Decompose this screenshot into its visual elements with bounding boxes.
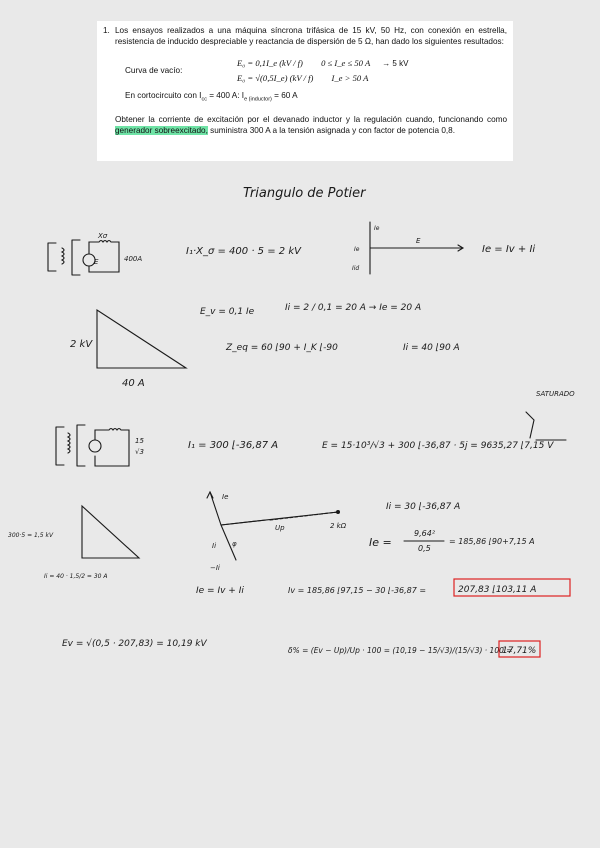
eq-ev-sqrt: Ev = √(0,5 · 207,83) = 10,19 kV xyxy=(62,639,207,649)
phasor-diagram-2 xyxy=(207,492,347,572)
formula-2-condition: I_e > 50 A xyxy=(331,73,369,84)
formula-2: E₀ = √(0,5I_e) (kV / f) xyxy=(237,73,314,84)
eq-i1: I₁ = 300 ⌊-36,87 A xyxy=(188,440,279,451)
task-highlight: generador sobreexcitado, xyxy=(115,126,208,136)
svg-text:−Ii: −Ii xyxy=(210,564,220,572)
result-iv: 207,83 ⌊103,11 A xyxy=(458,585,537,595)
eq-phasor-ie: Ie = Iv + Ii xyxy=(482,244,536,255)
eq-ii2: Ii = 40 ⌊90 A xyxy=(403,343,460,353)
svg-text:Ie: Ie xyxy=(222,493,229,501)
phasor-diagram-1 xyxy=(352,222,463,274)
potier-triangle-1 xyxy=(70,310,186,389)
short-circuit-sub-inductor: e (inductor) xyxy=(244,96,272,103)
circuit-diagram-1 xyxy=(48,232,142,275)
label-400a: 400A xyxy=(124,255,143,263)
eq-zeq: Z_eq = 60 ⌊90 + I_K ⌊-90 xyxy=(226,343,338,353)
svg-text:Ie: Ie xyxy=(354,246,360,253)
eq-ie-result: = 185,86 ⌊90+7,15 A xyxy=(449,537,535,546)
svg-text:2 kΩ: 2 kΩ xyxy=(330,522,347,530)
short-circuit-suffix: = 60 A xyxy=(271,91,298,101)
eq-ie-frac-den: 0,5 xyxy=(418,544,431,553)
task-before: Obtener la corriente de excitación por el devanado inductor y la regulación cuando, funcionando como xyxy=(115,115,507,125)
eq-e: E = 15·10³/√3 + 300 ⌊-36,87 · 5j = 9635,27 ⌊7,15 V xyxy=(322,441,554,451)
label-saturado: SATURADO xyxy=(536,390,575,398)
task-after: suministra 300 A a la tensión asignada y con factor de potencia 0,8. xyxy=(207,126,456,136)
eq-ev: E_v = 0,1 Ie xyxy=(200,307,255,317)
eq-ik: Ii = 30 ⌊-36,87 A xyxy=(386,502,461,512)
short-circuit-prefix: En cortocircuito con I xyxy=(125,91,202,101)
eq-ie-lhs: Ie = xyxy=(369,536,392,549)
eq-iv: Iv = 185,86 ⌊97,15 − 30 ⌊-36,87 = xyxy=(288,586,427,595)
eq-ie-frac-num: 9,64² xyxy=(414,529,436,538)
curve-label: Curva de vacío: xyxy=(125,65,183,75)
potier-triangle-2 xyxy=(8,506,139,580)
eq-sum: Ie = Iv + Ii xyxy=(196,586,244,596)
formula-1-condition: 0 ≤ I_e ≤ 50 A xyxy=(321,58,371,69)
short-circuit-sub-cc: cc xyxy=(201,96,207,103)
svg-text:Iid: Iid xyxy=(352,265,360,272)
svg-text:φ: φ xyxy=(232,540,237,548)
eq-reg: δ% = (Ev − Up)/Up · 100 = (10,19 − 15/√3)/(15/√3) · 100 = xyxy=(288,646,513,655)
short-circuit-mid: = 400 A: I xyxy=(206,91,245,101)
problem-statement-text: Los ensayos realizados a una máquina síncrona trifásica de 15 kV, 50 Hz, con conexión en estrella, resistencia de inducido despreciable y reactancia de dispersión de 5 Ω, han dado los siguientes resultados: xyxy=(115,26,507,46)
svg-text:Ii: Ii xyxy=(212,542,217,550)
tri2-side-label: 300·5 = 1,5 kV xyxy=(8,532,54,539)
label-xs: Xσ xyxy=(98,232,108,240)
tri2-base-label: Ii = 40 · 1,5/2 = 30 A xyxy=(44,573,108,580)
tri1-base-label: 40 A xyxy=(122,378,145,389)
eq-xsigma: I₁·X_σ = 400 · 5 = 2 kV xyxy=(186,246,301,257)
problem-number: 1. xyxy=(103,26,110,35)
svg-text:E: E xyxy=(416,237,421,245)
heading-potier: Triangulo de Potier xyxy=(243,186,366,201)
svg-text:Up: Up xyxy=(275,524,285,532)
formula-1: E₀ = 0,1I_e (kV / f) xyxy=(237,58,303,69)
tri1-side-label: 2 kV xyxy=(70,339,93,350)
eq-ii: Ii = 2 / 0,1 = 20 A → Ie = 20 A xyxy=(285,303,422,313)
svg-text:Ie: Ie xyxy=(374,225,380,232)
result-reg: 17,71% xyxy=(502,646,537,656)
circuit-diagram-2 xyxy=(56,425,144,466)
label-e: E xyxy=(94,258,99,266)
svg-text:√3: √3 xyxy=(135,448,144,456)
svg-text:15: 15 xyxy=(135,437,144,445)
formula-1-handwritten-note: → 5 kV xyxy=(382,59,409,69)
